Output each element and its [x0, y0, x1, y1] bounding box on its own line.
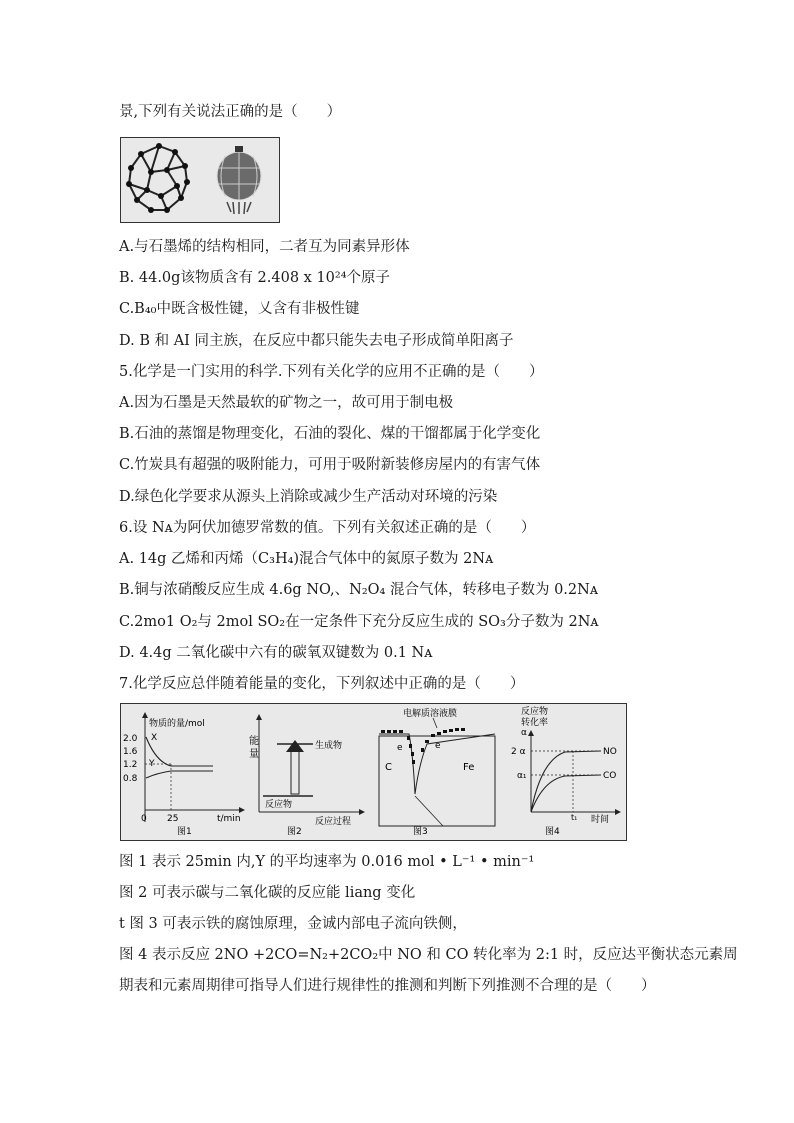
question-6-stem: 6.设 Nᴀ为阿伏加德罗常数的值。下列有关叙述正确的是（ ） — [119, 520, 536, 536]
figure-2-product-label: 生成物 — [315, 741, 343, 751]
figure-3-electron-right: e — [435, 741, 441, 751]
b40-structure-illustration — [121, 138, 279, 222]
figure-1-graph — [121, 704, 251, 838]
figure-1-ytick-2.0: 2.0 — [123, 734, 138, 744]
question-5-stem: 5.化学是一门实用的科学.下列有关化学的应用不正确的是（ ） — [119, 364, 544, 380]
figure-2-reactant-label: 反应物 — [265, 800, 293, 810]
figure-4-no-label: NO — [603, 747, 617, 757]
figure-2-xlabel: 反应过程 — [315, 817, 352, 827]
figure-4-ylabel-1: 反应物 — [521, 707, 549, 717]
q5-option-b: B.石油的蒸馏是物理变化，石油的裂化、煤的干馏都属于化学变化 — [119, 426, 541, 442]
figure-1-series-y: Y — [149, 759, 155, 769]
figure-1-xtick-25: 25 — [167, 814, 179, 824]
question-7-stem: 7.化学反应总伴随着能量的变化，下列叙述中正确的是（ ） — [119, 676, 525, 692]
statement-figure-2: 图 2 可表示碳与二氧化碳的反应能 liang 变化 — [119, 885, 416, 901]
figure-4-ylabel-2: 转化率 — [521, 718, 549, 728]
q5-option-a: A.因为石墨是天然最软的矿物之一，故可用于制电极 — [119, 395, 454, 411]
q6-option-a: A. 14g 乙烯和丙烯（C₃H₄)混合气体中的氮原子数为 2Nᴀ — [119, 551, 494, 567]
figure-4-ytick-a: α₁ — [517, 771, 527, 781]
figure-1-caption: 图1 — [177, 827, 192, 837]
figure-3-right-electrode: Fe — [463, 762, 475, 773]
figure-1-ylabel: 物质的量/mol — [149, 719, 205, 729]
statement-figure-3: t 图 3 可表示铁的腐蚀原理，金诚内部电子流向铁侧， — [119, 916, 467, 932]
figure-3-membrane-label: 电解质溶液膜 — [403, 709, 458, 719]
figure-4-co-label: CO — [603, 771, 617, 781]
figure-4-t1: t₁ — [571, 813, 578, 822]
molecule-image — [120, 137, 280, 223]
figure-2-graph — [249, 704, 369, 838]
figure-4-curve-no — [531, 751, 601, 812]
figure-3-diagram — [373, 704, 503, 838]
figure-1-ytick-0.8: 0.8 — [123, 774, 138, 784]
figure-4-xlabel: 时间 — [591, 815, 610, 825]
figure-4-caption: 图4 — [545, 827, 560, 837]
figure-4-graph — [505, 704, 625, 838]
figure-1-xlabel: t/min — [217, 814, 241, 824]
statement-figure-1: 图 1 表示 25min 内,Y 的平均速率为 0.016 mol • L⁻¹ • min⁻¹ — [119, 854, 535, 870]
next-question-stem: 期表和元素周期律可指导人们进行规律性的推测和判断下列推测不合理的是（ ） — [119, 978, 656, 994]
q6-option-d: D. 4.4g 二氧化碳中六有的碳氧双键数为 0.1 Nᴀ — [119, 645, 433, 661]
q5-option-c: C.竹炭具有超强的吸附能力，可用于吸附新装修房屋内的有害气体 — [119, 457, 541, 473]
q6-option-b: B.铜与浓硝酸反应生成 4.6g NO,、N₂O₄ 混合气体，转移电子数为 0.2Nᴀ — [119, 582, 599, 598]
figure-1-xtick-0: 0 — [141, 814, 147, 824]
figure-3-electron-left: e — [397, 743, 403, 753]
figure-1-curve-y — [146, 771, 213, 778]
figures-strip — [120, 703, 627, 841]
figure-4-ytick-2a: 2 α — [511, 747, 526, 757]
q4-option-b: B. 44.0g该物质含有 2.408 x 10²⁴个原子 — [119, 270, 391, 286]
q4-option-c: C.B₄₀中既含极性键，乂含有非极性键 — [119, 301, 360, 317]
figure-1-series-x: X — [151, 733, 158, 743]
figure-4-alpha: α — [521, 728, 527, 738]
question-4-tail: 景,下列有关说法正确的是（ ） — [119, 104, 342, 120]
figure-2-caption: 图2 — [287, 827, 302, 837]
figure-1-ytick-1.2: 1.2 — [123, 760, 138, 770]
q5-option-d: D.绿色化学要求从源头上消除或减少生产活动对环境的污染 — [119, 489, 498, 505]
figure-2-ylabel-top: 能 — [249, 736, 259, 747]
figure-3-left-electrode: C — [385, 762, 392, 773]
figure-3-caption: 图3 — [413, 827, 428, 837]
q6-option-c: C.2mo1 O₂与 2mol SO₂在一定条件下充分反应生成的 SO₃分子数为 2Nᴀ — [119, 614, 599, 630]
q4-option-d: D. B 和 AI 同主族，在反应中都只能失去电子形成简单阳离子 — [119, 333, 514, 349]
figure-4-curve-co — [531, 775, 601, 812]
figure-1-ytick-1.6: 1.6 — [123, 747, 138, 757]
q4-option-a: A.与石墨烯的结构相同，二者互为同素异形体 — [119, 239, 410, 255]
statement-figure-4: 图 4 表示反应 2NO +2CO=N₂+2CO₂中 NO 和 CO 转化率为 2:1 时，反应达平衡状态元素周 — [119, 947, 738, 963]
figure-2-ylabel-bottom: 量 — [249, 749, 259, 760]
